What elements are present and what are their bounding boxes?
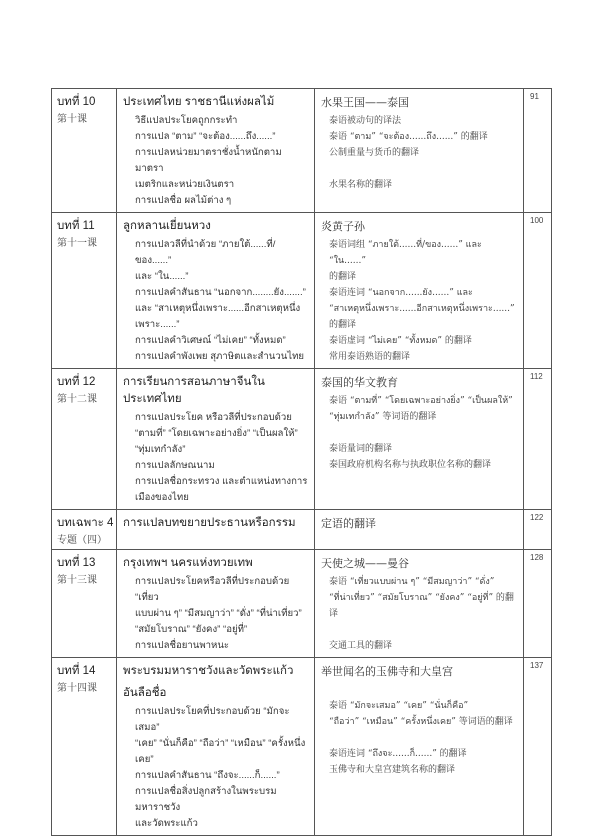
thai-topic-item: การแปลประโยคหรือวลีที่ประกอบด้วย “เที่ยว [135,576,290,603]
chinese-topic-item: “ถือว่า” “เหมือน” “ครั้งหนึ่งเคย” 等词语的翻译 [329,717,513,727]
thai-topic-item: การแปลคำวิเศษณ์ “ไม่เคย” “ทั้งหมด” [135,335,286,346]
thai-content-cell [117,369,315,510]
chinese-lesson-title: 天使之城——曼谷 [321,557,409,570]
thai-topic-item: “สมัยโบราณ” “ยังคง” “อยู่ที่” [135,624,248,635]
chinese-topic-item: “ที่น่าเที่ยว” “สมัยโบราณ” “ยังคง” “อยู่ที่” 的翻译 [329,593,514,619]
thai-lesson-title: การแปลบทขยายประธานหรือกรรม [123,517,296,529]
page-number-cell [524,658,552,836]
chinese-topic-item: 泰语连词 “นอกจาก......ยัง......” และ [329,288,473,298]
thai-topic-item: การแปลวลีที่นำด้วย “ภายใต้......ที่/ของ......” [135,239,276,266]
thai-topic-item: แบบผ่าน ๆ” “มีสมญาว่า” “ดั่ง” “ที่น่าเที่ยว” [135,608,302,619]
spacer [329,161,519,177]
lesson-number-chinese: 第十四课 [57,683,97,694]
thai-lesson-title: กรุงเทพฯ นครแห่งทวยเทพ [123,557,253,569]
thai-content-cell [117,89,315,213]
thai-topic-item: การแปลชื่อยานพาหนะ [135,640,230,651]
thai-topic-item: การแปลประโยค หรือวลีที่ประกอบด้วย [135,412,292,423]
chinese-topic-item: 泰语连词 “ถึงจะ......ก็......” 的翻译 [329,749,467,759]
lesson-number-chinese: 专题（四） [57,535,107,546]
chinese-topic-item: 泰语 “ตามที่” “โดยเฉพาะอย่างยิ่ง” “เป็นผลให้” [329,396,513,406]
chinese-lesson-title: 泰国的华文教育 [321,376,398,389]
chinese-lesson-title: 炎黄子孙 [321,220,365,233]
spacer [329,622,519,638]
page-number-cell [524,550,552,658]
chinese-topic-item: 常用泰语熟语的翻译 [329,352,411,362]
lesson-number-thai: บทที่ 14 [57,665,96,677]
thai-topic-item: และวัดพระแก้ว [135,818,198,829]
page-number: 112 [530,372,543,381]
thai-topic-item: การแปลหน่วยมาตราชั่งน้ำหนักตามมาตรา [135,147,282,174]
chinese-topic-item: 泰语 “มักจะเสมอ” “เคย” “นั่นก็คือ” [329,701,469,711]
thai-topic-item: การแปลลักษณนาม [135,460,215,471]
table-of-contents [51,88,552,836]
table-row [52,213,552,369]
thai-topic-item: การแปลประโยคที่ประกอบด้วย “มักจะเสมอ” [135,706,290,733]
lesson-cell [52,510,117,550]
thai-topic-item: เมืองของไทย [135,492,189,503]
chinese-content-cell [315,550,524,658]
page-number: 91 [530,92,539,101]
page-number: 100 [530,216,544,225]
thai-topic-item: “ตามที่” “โดยเฉพาะอย่างยิ่ง” “เป็นผลให้” [135,428,298,439]
thai-topic-item: วิธีแปลประโยคถูกกระทำ [135,115,238,126]
thai-topic-item: การแปล “ตาม” “จะต้อง......ถึง......” [135,131,276,142]
thai-topic-item: “เคย” “นั่นก็คือ” “ถือว่า” “เหมือน” “ครั้งหนึ่ง [135,738,306,749]
page-number: 128 [530,553,544,562]
chinese-topic-item: 交通工具的翻译 [329,641,393,651]
page-number: 122 [530,513,544,522]
lesson-number-chinese: 第十二课 [57,394,97,405]
spacer [329,730,519,746]
thai-topic-item: เคย” [135,754,154,765]
chinese-content-cell [315,213,524,369]
chinese-topic-item: 水果名称的翻译 [329,180,393,190]
page-number-cell [524,369,552,510]
thai-topic-item: เพราะ......” [135,319,180,330]
thai-lesson-title: การเรียนการสอนภาษาจีนในประเทศไทย [123,376,265,405]
chinese-lesson-title: 定语的翻译 [321,517,376,530]
chinese-topic-item: 泰语 “ตาม” “จะต้อง......ถึง......” 的翻译 [329,132,488,142]
lesson-number-thai: บทที่ 13 [57,557,96,569]
spacer [329,425,519,441]
lesson-cell [52,550,117,658]
lesson-number-chinese: 第十课 [57,114,87,125]
spacer [329,682,519,698]
thai-content-cell [117,658,315,836]
page-number: 137 [530,661,544,670]
thai-topic-item: “ทุ่มเทกำลัง” [135,444,186,455]
thai-topic-item: การแปลชื่อสิ่งปลูกสร้างในพระบรมมหาราชวัง [135,786,277,813]
chinese-topic-item: 玉佛寺和大皇宫建筑名称的翻译 [329,765,456,775]
chinese-content-cell [315,658,524,836]
table-row [52,510,552,550]
table-row [52,658,552,836]
thai-topic-item: การแปลคำพังเพย สุภาษิตและสำนวนไทย [135,351,305,362]
chinese-lesson-title: 举世闻名的玉佛寺和大皇宫 [321,665,453,678]
lesson-number-chinese: 第十一课 [57,238,97,249]
lesson-cell [52,658,117,836]
thai-topic-item: การแปลคำสันธาน “ถึงจะ......ก็......” [135,770,280,781]
thai-topic-item: การแปลชื่อกระทรวง และตำแหน่งทางการ [135,476,308,487]
chinese-topic-item: “สาเหตุหนึ่งเพราะ......อีกสาเหตุหนึ่งเพราะ......” [329,304,515,314]
chinese-content-cell [315,369,524,510]
lesson-number-thai: บทเฉพาะ 4 [57,517,114,529]
chinese-topic-item: 泰语词组 “ภายใต้......ที่/ของ......” และ “ใน......” [329,240,482,266]
chinese-topic-item: 泰国政府机构名称与执政职位名称的翻译 [329,460,492,470]
thai-topic-item: การแปลชื่อ ผลไม้ต่าง ๆ [135,195,232,206]
chinese-topic-item: 的翻译 [329,272,357,282]
page-number-cell [524,89,552,213]
page-number-cell [524,213,552,369]
lesson-number-thai: บทที่ 12 [57,376,96,388]
chinese-topic-item: “ทุ่มเทกำลัง” 等词语的翻译 [329,412,437,422]
table-row [52,369,552,510]
chinese-topic-item: 的翻译 [329,320,357,330]
thai-content-cell [117,213,315,369]
lesson-number-thai: บทที่ 11 [57,220,95,232]
lesson-cell [52,369,117,510]
thai-topic-item: การแปลคำสันธาน “นอกจาก........ยัง.......” [135,287,306,298]
thai-lesson-title-line2: อันลือชื่อ [123,687,167,699]
thai-lesson-title: พระบรมมหาราชวังและวัดพระแก้ว [123,665,294,677]
chinese-content-cell [315,510,524,550]
table-row [52,550,552,658]
lesson-cell [52,213,117,369]
chinese-topic-item: 泰语量词的翻译 [329,444,393,454]
thai-content-cell [117,550,315,658]
thai-topic-item: และ “สาเหตุหนึ่งเพราะ......อีกสาเหตุหนึ่ง [135,303,301,314]
lesson-number-thai: บทที่ 10 [57,96,96,108]
chinese-lesson-title: 水果王国——泰国 [321,96,409,109]
chinese-topic-item: 公制重量与货币的翻译 [329,148,420,158]
lesson-number-chinese: 第十三课 [57,575,97,586]
chinese-topic-item: 泰语虚词 “ไม่เคย” “ทั้งหมด” 的翻译 [329,336,472,346]
thai-lesson-title: ลูกหลานเยี่ยนหวง [123,220,211,232]
chinese-topic-item: 泰语 “เที่ยวแบบผ่าน ๆ” “มีสมญาว่า” “ดั่ง” [329,577,495,587]
thai-topic-item: เมตริกและหน่วยเงินตรา [135,179,235,190]
page-number-cell [524,510,552,550]
chinese-content-cell [315,89,524,213]
thai-lesson-title: ประเทศไทย ราชธานีแห่งผลไม้ [123,96,275,108]
chinese-topic-item: 泰语被动句的译法 [329,116,402,126]
thai-content-cell [117,510,315,550]
table-row [52,89,552,213]
thai-topic-item: และ “ใน......” [135,271,189,282]
lesson-cell [52,89,117,213]
